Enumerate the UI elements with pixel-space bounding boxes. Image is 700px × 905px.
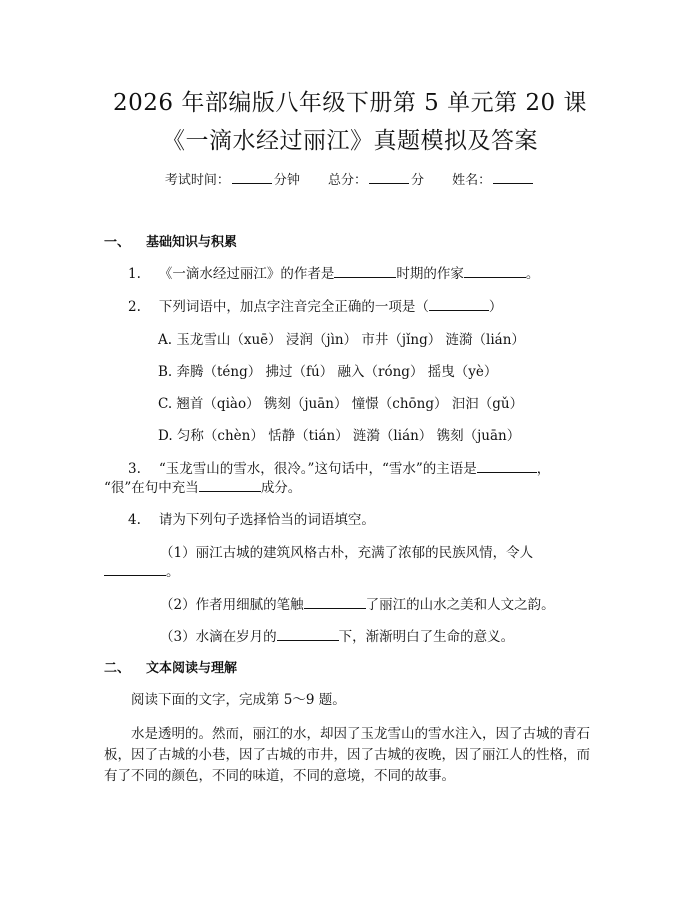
q2-blank[interactable]	[429, 297, 489, 311]
question-4: 4. 请为下列句子选择恰当的词语填空。	[128, 512, 375, 528]
q2-option-d[interactable]: D. 匀称（chèn） 恬静（tián） 涟漪（lián） 镌刻（juān）	[158, 428, 521, 444]
page-title-line-1: 2026 年部编版八年级下册第 5 单元第 20 课	[113, 90, 587, 116]
q4-sentence-1-cont: 。	[104, 560, 180, 580]
q4-sentence-2: （2）作者用细腻的笔触 了丽江的山水之美和人文之韵。	[160, 597, 555, 613]
page-title-line-2: 《一滴水经过丽江》真题模拟及答案	[162, 128, 538, 154]
section-2-heading: 二、 文本阅读与理解	[104, 661, 238, 676]
section-1-heading: 一、 基础知识与积累	[104, 235, 238, 250]
exam-time: 考试时间： 分钟	[165, 173, 300, 188]
q4-sentence-3: （3）水滴在岁月的 下，渐渐明白了生命的意义。	[160, 629, 515, 645]
q4-blank-3[interactable]	[277, 627, 339, 641]
q4-blank-2[interactable]	[304, 595, 366, 609]
time-blank[interactable]	[232, 170, 272, 184]
q2-option-b[interactable]: B. 奔腾（téng） 拂过（fú） 融入（róng） 摇曳（yè）	[158, 364, 498, 380]
passage-line-1: 水是透明的。然而，丽江的水，却因了玉龙雪山的雪水注入，因了古城的青石	[131, 726, 590, 742]
question-3-cont: “很”在句中充当 成分。	[104, 480, 302, 496]
passage-line-2: 板，因了古城的小巷，因了古城的市井，因了古城的夜晚，因了丽江人的性格，而	[104, 747, 590, 763]
exam-name: 姓名：	[452, 173, 535, 188]
question-3: 3. “玉龙雪山的雪水，很冷。”这句话中，“雪水”的主语是 ，	[128, 461, 551, 477]
score-blank[interactable]	[369, 170, 409, 184]
q1-blank-2[interactable]	[464, 264, 526, 278]
passage-line-3: 有了不同的颜色，不同的味道，不同的意境，不同的故事。	[104, 768, 455, 784]
question-2: 2. 下列词语中，加点字注音完全正确的一项是（ ）	[128, 299, 503, 315]
q4-sentence-1: （1）丽江古城的建筑风格古朴，充满了浓郁的民族风情，令人	[160, 545, 534, 561]
question-1: 1. 《一滴水经过丽江》的作者是 时期的作家 。	[128, 266, 540, 282]
q1-blank-1[interactable]	[334, 264, 396, 278]
reading-intro: 阅读下面的文字，完成第 5～9 题。	[131, 692, 346, 708]
exam-score: 总分： 分	[328, 173, 424, 188]
q2-option-a[interactable]: A. 玉龙雪山（xuē） 浸润（jìn） 市井（jǐng） 涟漪（lián）	[158, 332, 525, 348]
q4-blank-1[interactable]	[104, 562, 166, 576]
q3-blank-1[interactable]	[477, 459, 537, 473]
q3-blank-2[interactable]	[199, 478, 261, 492]
name-blank[interactable]	[493, 170, 533, 184]
q2-option-c[interactable]: C. 翘首（qiào） 镌刻（juān） 憧憬（chōng） 汩汩（gǔ）	[158, 396, 524, 412]
exam-info	[0, 169, 700, 188]
